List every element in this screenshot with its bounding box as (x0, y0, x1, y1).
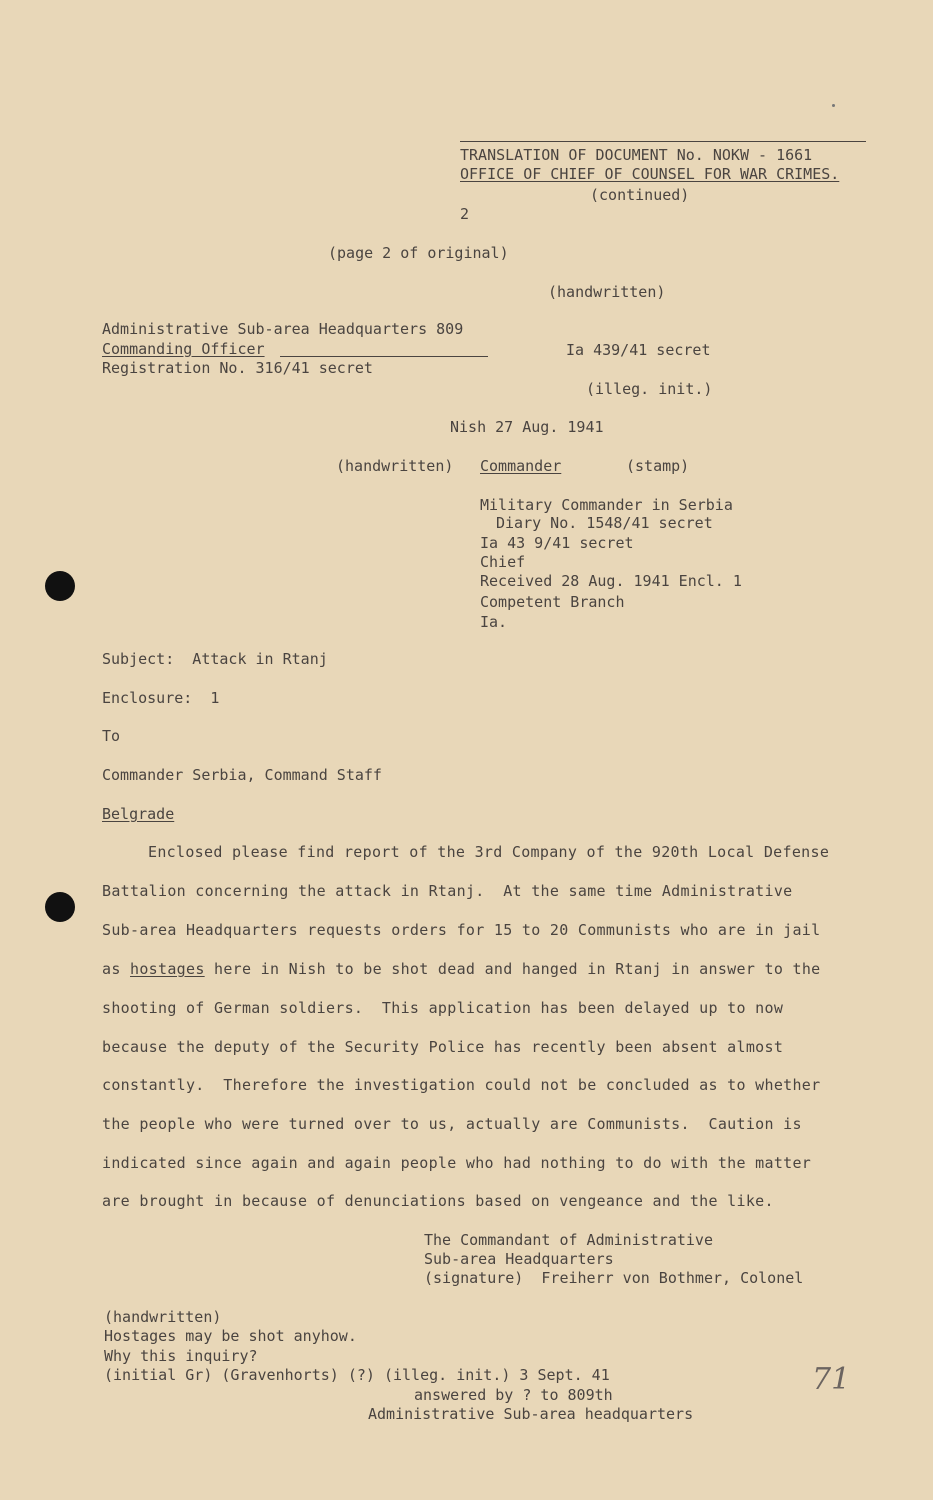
note-line6: Administrative Sub-area headquarters (368, 1405, 694, 1423)
sender-line2: Commanding Officer (102, 340, 265, 358)
sender-line3: Registration No. 316/41 secret (102, 359, 373, 377)
header-continued: (continued) (590, 186, 690, 204)
sender-underline (280, 356, 488, 357)
addressee-line: Commander Serbia, Command Staff (102, 766, 382, 784)
body-line: Battalion concerning the attack in Rtanj. At the same time Administrative (102, 882, 793, 900)
handwritten-label: (handwritten) (336, 457, 454, 475)
body-line: because the deputy of the Security Police has recently been absent almost (102, 1038, 784, 1056)
body-line (102, 960, 821, 979)
paper-speck (832, 104, 835, 107)
commander-label: Commander (480, 457, 562, 475)
stamp-line7: Ia. (480, 613, 508, 631)
body-line: Sub-area Headquarters requests orders for 15 to 20 Communists who are in jail (102, 921, 821, 939)
stamp-line2: Diary No. 1548/41 secret (496, 514, 713, 532)
header-line2: OFFICE OF CHIEF OF COUNSEL FOR WAR CRIMES. (460, 165, 840, 183)
place-date: Nish 27 Aug. 1941 (450, 418, 604, 436)
page-number: 2 (460, 205, 470, 223)
stamp-label: (stamp) (626, 457, 690, 475)
note-line2: Hostages may be shot anyhow. (104, 1327, 357, 1345)
body-text: here in Nish to be shot dead and hanged in Rtanj in answer to the (204, 960, 821, 978)
body-line: indicated since again and again people who had nothing to do with the matter (102, 1154, 812, 1172)
body-line: Enclosed please find report of the 3rd Company of the 920th Local Defense (148, 843, 830, 861)
handwritten-page-mark: 71 (812, 1362, 851, 1397)
header-top-rule (460, 141, 866, 142)
city-line: Belgrade (102, 805, 175, 823)
to-line: To (102, 727, 121, 745)
stamp-line4: Chief (480, 553, 526, 571)
stamp-line6: Competent Branch (480, 593, 625, 611)
header-line1: TRANSLATION OF DOCUMENT No. NOKW - 1661 (460, 146, 813, 164)
reference-number: Ia 439/41 secret (566, 341, 711, 359)
note-line1: (handwritten) (104, 1308, 222, 1326)
body-text-underlined: hostages (130, 960, 205, 978)
punch-hole-top (45, 571, 75, 601)
signature-line1: The Commandant of Administrative (424, 1231, 713, 1249)
enclosure-line: Enclosure: 1 (102, 689, 220, 707)
sender-line1: Administrative Sub-area Headquarters 809 (102, 320, 464, 338)
handwritten-note-top: (handwritten) (548, 283, 666, 301)
stamp-line1: Military Commander in Serbia (480, 496, 733, 514)
signature-line2: Sub-area Headquarters (424, 1250, 614, 1268)
stamp-line3: Ia 43 9/41 secret (480, 534, 634, 552)
body-line: shooting of German soldiers. This application has been delayed up to now (102, 999, 784, 1017)
body-line: constantly. Therefore the investigation could not be concluded as to whether (102, 1076, 821, 1094)
note-line3: Why this inquiry? (104, 1347, 258, 1365)
body-line: the people who were turned over to us, actually are Communists. Caution is (102, 1115, 802, 1133)
note-line5: answered by ? to 809th (414, 1386, 613, 1404)
body-text: as (102, 960, 130, 978)
subject-line: Subject: Attack in Rtanj (102, 650, 328, 668)
illegible-initials: (illeg. init.) (586, 380, 713, 398)
note-line4: (initial Gr) (Gravenhorts) (?) (illeg. init.) 3 Sept. 41 (104, 1366, 610, 1384)
body-line: are brought in because of denunciations based on vengeance and the like. (102, 1192, 774, 1210)
page-reference: (page 2 of original) (328, 244, 509, 262)
punch-hole-bottom (45, 892, 75, 922)
stamp-line5: Received 28 Aug. 1941 Encl. 1 (480, 572, 742, 590)
signature-line3: (signature) Freiherr von Bothmer, Colonel (424, 1269, 804, 1287)
